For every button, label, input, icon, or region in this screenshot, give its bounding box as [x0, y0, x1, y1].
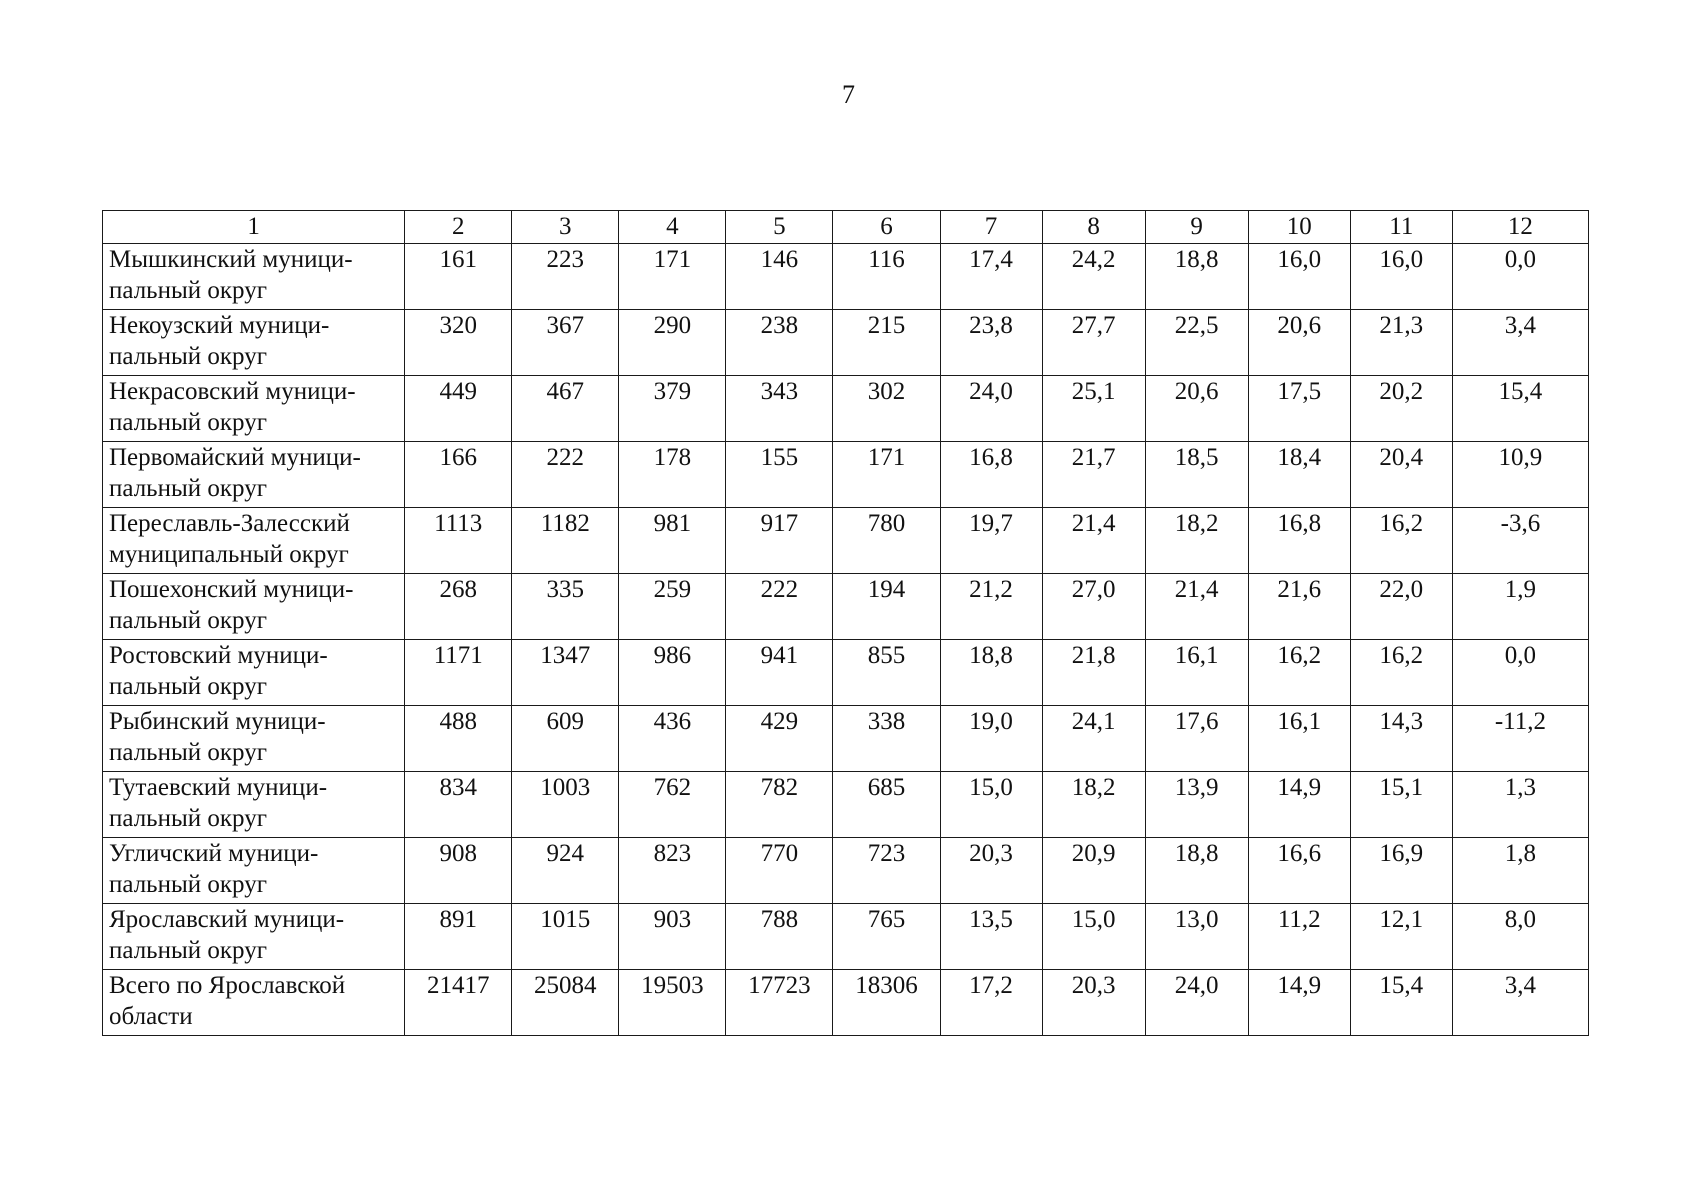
table-row	[103, 508, 1589, 574]
value-cell: 338	[833, 706, 940, 772]
value-cell: 609	[512, 706, 619, 772]
value-cell: 1347	[512, 640, 619, 706]
table-row	[103, 310, 1589, 376]
district-name-cell: Угличский муници- пальный округ	[103, 838, 405, 904]
value-cell: 215	[833, 310, 940, 376]
value-cell: 17,2	[940, 970, 1042, 1036]
value-cell: 18,2	[1042, 772, 1145, 838]
value-cell: 15,0	[1042, 904, 1145, 970]
value-cell: 367	[512, 310, 619, 376]
value-cell: 10,9	[1452, 442, 1588, 508]
value-cell: 18,5	[1145, 442, 1248, 508]
value-cell: 0,0	[1452, 640, 1588, 706]
column-header: 8	[1042, 211, 1145, 244]
value-cell: 222	[726, 574, 833, 640]
value-cell: 15,4	[1452, 376, 1588, 442]
table-header-row	[103, 211, 1589, 244]
statistics-table	[102, 210, 1589, 1036]
value-cell: 21,6	[1248, 574, 1350, 640]
value-cell: 27,0	[1042, 574, 1145, 640]
value-cell: 782	[726, 772, 833, 838]
value-cell: 21,4	[1145, 574, 1248, 640]
value-cell: 194	[833, 574, 940, 640]
table-row	[103, 772, 1589, 838]
value-cell: 155	[726, 442, 833, 508]
value-cell: 15,0	[940, 772, 1042, 838]
value-cell: 24,2	[1042, 244, 1145, 310]
column-header: 3	[512, 211, 619, 244]
value-cell: 19,7	[940, 508, 1042, 574]
value-cell: 14,9	[1248, 772, 1350, 838]
value-cell: 20,6	[1145, 376, 1248, 442]
column-header: 9	[1145, 211, 1248, 244]
value-cell: 238	[726, 310, 833, 376]
value-cell: 765	[833, 904, 940, 970]
column-header: 10	[1248, 211, 1350, 244]
value-cell: 335	[512, 574, 619, 640]
value-cell: 16,8	[940, 442, 1042, 508]
value-cell: 21,8	[1042, 640, 1145, 706]
value-cell: 20,3	[940, 838, 1042, 904]
district-name-cell: Переславль-Залесский муниципальный округ	[103, 508, 405, 574]
value-cell: 25,1	[1042, 376, 1145, 442]
value-cell: 20,2	[1350, 376, 1452, 442]
value-cell: 16,0	[1248, 244, 1350, 310]
page-number: 7	[842, 80, 855, 109]
value-cell: 834	[405, 772, 512, 838]
value-cell: 146	[726, 244, 833, 310]
value-cell: 14,9	[1248, 970, 1350, 1036]
value-cell: 166	[405, 442, 512, 508]
value-cell: 259	[619, 574, 726, 640]
column-header: 11	[1350, 211, 1452, 244]
value-cell: 22,5	[1145, 310, 1248, 376]
value-cell: 924	[512, 838, 619, 904]
district-name-cell: Некрасовский муници- пальный округ	[103, 376, 405, 442]
value-cell: 903	[619, 904, 726, 970]
value-cell: 3,4	[1452, 310, 1588, 376]
value-cell: 21,4	[1042, 508, 1145, 574]
value-cell: 941	[726, 640, 833, 706]
table-row	[103, 244, 1589, 310]
value-cell: 13,9	[1145, 772, 1248, 838]
value-cell: 16,1	[1248, 706, 1350, 772]
value-cell: 27,7	[1042, 310, 1145, 376]
district-name-cell: Ярославский муници- пальный округ	[103, 904, 405, 970]
value-cell: -11,2	[1452, 706, 1588, 772]
value-cell: 20,3	[1042, 970, 1145, 1036]
value-cell: 16,1	[1145, 640, 1248, 706]
value-cell: 24,0	[940, 376, 1042, 442]
value-cell: 11,2	[1248, 904, 1350, 970]
value-cell: 17,5	[1248, 376, 1350, 442]
value-cell: 0,0	[1452, 244, 1588, 310]
table-row	[103, 838, 1589, 904]
value-cell: 1171	[405, 640, 512, 706]
value-cell: 13,0	[1145, 904, 1248, 970]
value-cell: 16,2	[1350, 640, 1452, 706]
value-cell: 15,4	[1350, 970, 1452, 1036]
column-header: 5	[726, 211, 833, 244]
value-cell: 1,3	[1452, 772, 1588, 838]
value-cell: 15,1	[1350, 772, 1452, 838]
value-cell: 18,8	[940, 640, 1042, 706]
value-cell: 908	[405, 838, 512, 904]
value-cell: 171	[833, 442, 940, 508]
value-cell: 16,6	[1248, 838, 1350, 904]
value-cell: 20,6	[1248, 310, 1350, 376]
value-cell: 436	[619, 706, 726, 772]
district-name-cell: Пошехонский муници- пальный округ	[103, 574, 405, 640]
district-name-cell: Ростовский муници- пальный округ	[103, 640, 405, 706]
value-cell: 429	[726, 706, 833, 772]
district-name-cell: Первомайский муници- пальный округ	[103, 442, 405, 508]
value-cell: 1015	[512, 904, 619, 970]
value-cell: 290	[619, 310, 726, 376]
table-row	[103, 640, 1589, 706]
value-cell: 449	[405, 376, 512, 442]
value-cell: 13,5	[940, 904, 1042, 970]
value-cell: 379	[619, 376, 726, 442]
value-cell: 788	[726, 904, 833, 970]
value-cell: 891	[405, 904, 512, 970]
table-row	[103, 904, 1589, 970]
value-cell: 3,4	[1452, 970, 1588, 1036]
value-cell: 25084	[512, 970, 619, 1036]
table-row	[103, 706, 1589, 772]
value-cell: 171	[619, 244, 726, 310]
value-cell: 981	[619, 508, 726, 574]
value-cell: 12,1	[1350, 904, 1452, 970]
column-header: 12	[1452, 211, 1588, 244]
value-cell: 268	[405, 574, 512, 640]
district-name-cell: Тутаевский муници- пальный округ	[103, 772, 405, 838]
value-cell: 488	[405, 706, 512, 772]
value-cell: 23,8	[940, 310, 1042, 376]
district-name-cell: Рыбинский муници- пальный округ	[103, 706, 405, 772]
value-cell: 18,8	[1145, 838, 1248, 904]
value-cell: 21,7	[1042, 442, 1145, 508]
value-cell: 685	[833, 772, 940, 838]
value-cell: 116	[833, 244, 940, 310]
value-cell: 161	[405, 244, 512, 310]
district-name-cell: Всего по Ярославской области	[103, 970, 405, 1036]
value-cell: 723	[833, 838, 940, 904]
value-cell: 16,9	[1350, 838, 1452, 904]
value-cell: 20,9	[1042, 838, 1145, 904]
value-cell: 16,2	[1350, 508, 1452, 574]
value-cell: 917	[726, 508, 833, 574]
value-cell: 20,4	[1350, 442, 1452, 508]
value-cell: 1003	[512, 772, 619, 838]
value-cell: 1,9	[1452, 574, 1588, 640]
value-cell: 18,8	[1145, 244, 1248, 310]
column-header: 4	[619, 211, 726, 244]
value-cell: 780	[833, 508, 940, 574]
district-name-cell: Мышкинский муници- пальный округ	[103, 244, 405, 310]
table-row	[103, 970, 1589, 1036]
table-row	[103, 376, 1589, 442]
value-cell: 178	[619, 442, 726, 508]
value-cell: 823	[619, 838, 726, 904]
column-header: 6	[833, 211, 940, 244]
value-cell: 986	[619, 640, 726, 706]
value-cell: 16,8	[1248, 508, 1350, 574]
value-cell: 21417	[405, 970, 512, 1036]
value-cell: 21,3	[1350, 310, 1452, 376]
table-row	[103, 574, 1589, 640]
value-cell: 16,2	[1248, 640, 1350, 706]
value-cell: 24,1	[1042, 706, 1145, 772]
value-cell: 21,2	[940, 574, 1042, 640]
value-cell: 770	[726, 838, 833, 904]
value-cell: 24,0	[1145, 970, 1248, 1036]
value-cell: 855	[833, 640, 940, 706]
column-header: 1	[103, 211, 405, 244]
value-cell: 22,0	[1350, 574, 1452, 640]
value-cell: 16,0	[1350, 244, 1452, 310]
value-cell: 1182	[512, 508, 619, 574]
value-cell: 18,2	[1145, 508, 1248, 574]
value-cell: 8,0	[1452, 904, 1588, 970]
value-cell: -3,6	[1452, 508, 1588, 574]
value-cell: 19,0	[940, 706, 1042, 772]
value-cell: 17,6	[1145, 706, 1248, 772]
column-header: 2	[405, 211, 512, 244]
value-cell: 467	[512, 376, 619, 442]
value-cell: 14,3	[1350, 706, 1452, 772]
value-cell: 19503	[619, 970, 726, 1036]
value-cell: 302	[833, 376, 940, 442]
value-cell: 17723	[726, 970, 833, 1036]
value-cell: 1,8	[1452, 838, 1588, 904]
value-cell: 17,4	[940, 244, 1042, 310]
district-name-cell: Некоузский муници- пальный округ	[103, 310, 405, 376]
value-cell: 18306	[833, 970, 940, 1036]
value-cell: 343	[726, 376, 833, 442]
value-cell: 222	[512, 442, 619, 508]
value-cell: 320	[405, 310, 512, 376]
value-cell: 18,4	[1248, 442, 1350, 508]
value-cell: 1113	[405, 508, 512, 574]
table-row	[103, 442, 1589, 508]
value-cell: 762	[619, 772, 726, 838]
value-cell: 223	[512, 244, 619, 310]
column-header: 7	[940, 211, 1042, 244]
